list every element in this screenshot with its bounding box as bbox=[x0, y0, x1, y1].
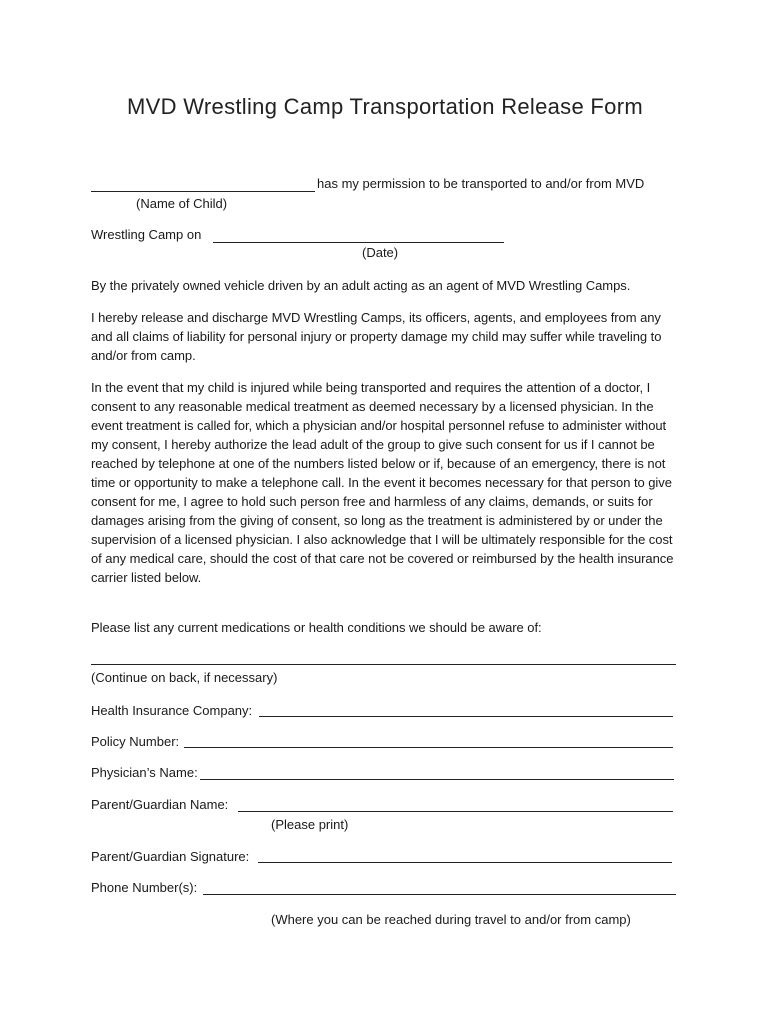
phone-field[interactable] bbox=[203, 894, 676, 895]
phone-label: Phone Number(s): bbox=[91, 880, 198, 895]
camp-date-field[interactable] bbox=[213, 242, 504, 243]
phone-caption: (Where you can be reached during travel to and/or from camp) bbox=[271, 912, 631, 927]
insurance-field[interactable] bbox=[259, 716, 673, 717]
policy-field[interactable] bbox=[184, 747, 673, 748]
child-name-caption: (Name of Child) bbox=[136, 196, 228, 211]
child-name-field[interactable] bbox=[91, 191, 315, 192]
guardian-name-label: Parent/Guardian Name: bbox=[91, 797, 229, 812]
guardian-name-field[interactable] bbox=[238, 811, 673, 812]
camp-label: Wrestling Camp on bbox=[91, 227, 202, 242]
signature-field[interactable] bbox=[258, 862, 672, 863]
medications-field[interactable] bbox=[91, 664, 676, 665]
physician-field[interactable] bbox=[200, 779, 674, 780]
date-caption: (Date) bbox=[362, 245, 399, 260]
medications-paragraph: Please list any current medications or health conditions we should be aware of: bbox=[91, 620, 542, 635]
permission-text: has my permission to be transported to and/or from MVD bbox=[317, 176, 645, 191]
form-title: MVD Wrestling Camp Transportation Release Form bbox=[127, 94, 643, 119]
signature-label: Parent/Guardian Signature: bbox=[91, 849, 250, 864]
please-print-caption: (Please print) bbox=[271, 817, 349, 832]
consent-paragraph: In the event that my child is injured while being transported and requires the attention of a doctor, I consent to any reasonable medical treatment as deemed necessary by a licensed physician. In the event treatment is called for, which a physician and/or hospital personnel refuse to administer without my consent, I hereby authorize the lead adult of the group to give such consent for us if I cannot be reached by telephone at one of the numbers listed below or if, because of an emergency, there is not time or opportunity to make a telephone call. In the event it becomes necessary for that person to give consent for me, I agree to hold such person free and harmless of any claims, demands, or suits for damages arising from the giving of consent, so long as the treatment is administered by or under the supervision of a licensed physician. I also acknowledge that I will be ultimately responsible for the cost of any medical care, should the cost of that care not be covered or reimbursed by the health insurance carrier listed below. bbox=[91, 380, 674, 585]
release-paragraph: I hereby release and discharge MVD Wrestling Camps, its officers, agents, and employees from any and all claims of liability for personal injury or property damage my child may suffer while traveling to and/or from camp. bbox=[91, 310, 662, 363]
continue-note: (Continue on back, if necessary) bbox=[91, 670, 278, 685]
insurance-label: Health Insurance Company: bbox=[91, 703, 253, 718]
vehicle-paragraph: By the privately owned vehicle driven by an adult acting as an agent of MVD Wrestling Camps. bbox=[91, 278, 631, 293]
physician-label: Physician’s Name: bbox=[91, 765, 198, 780]
policy-label: Policy Number: bbox=[91, 734, 180, 749]
